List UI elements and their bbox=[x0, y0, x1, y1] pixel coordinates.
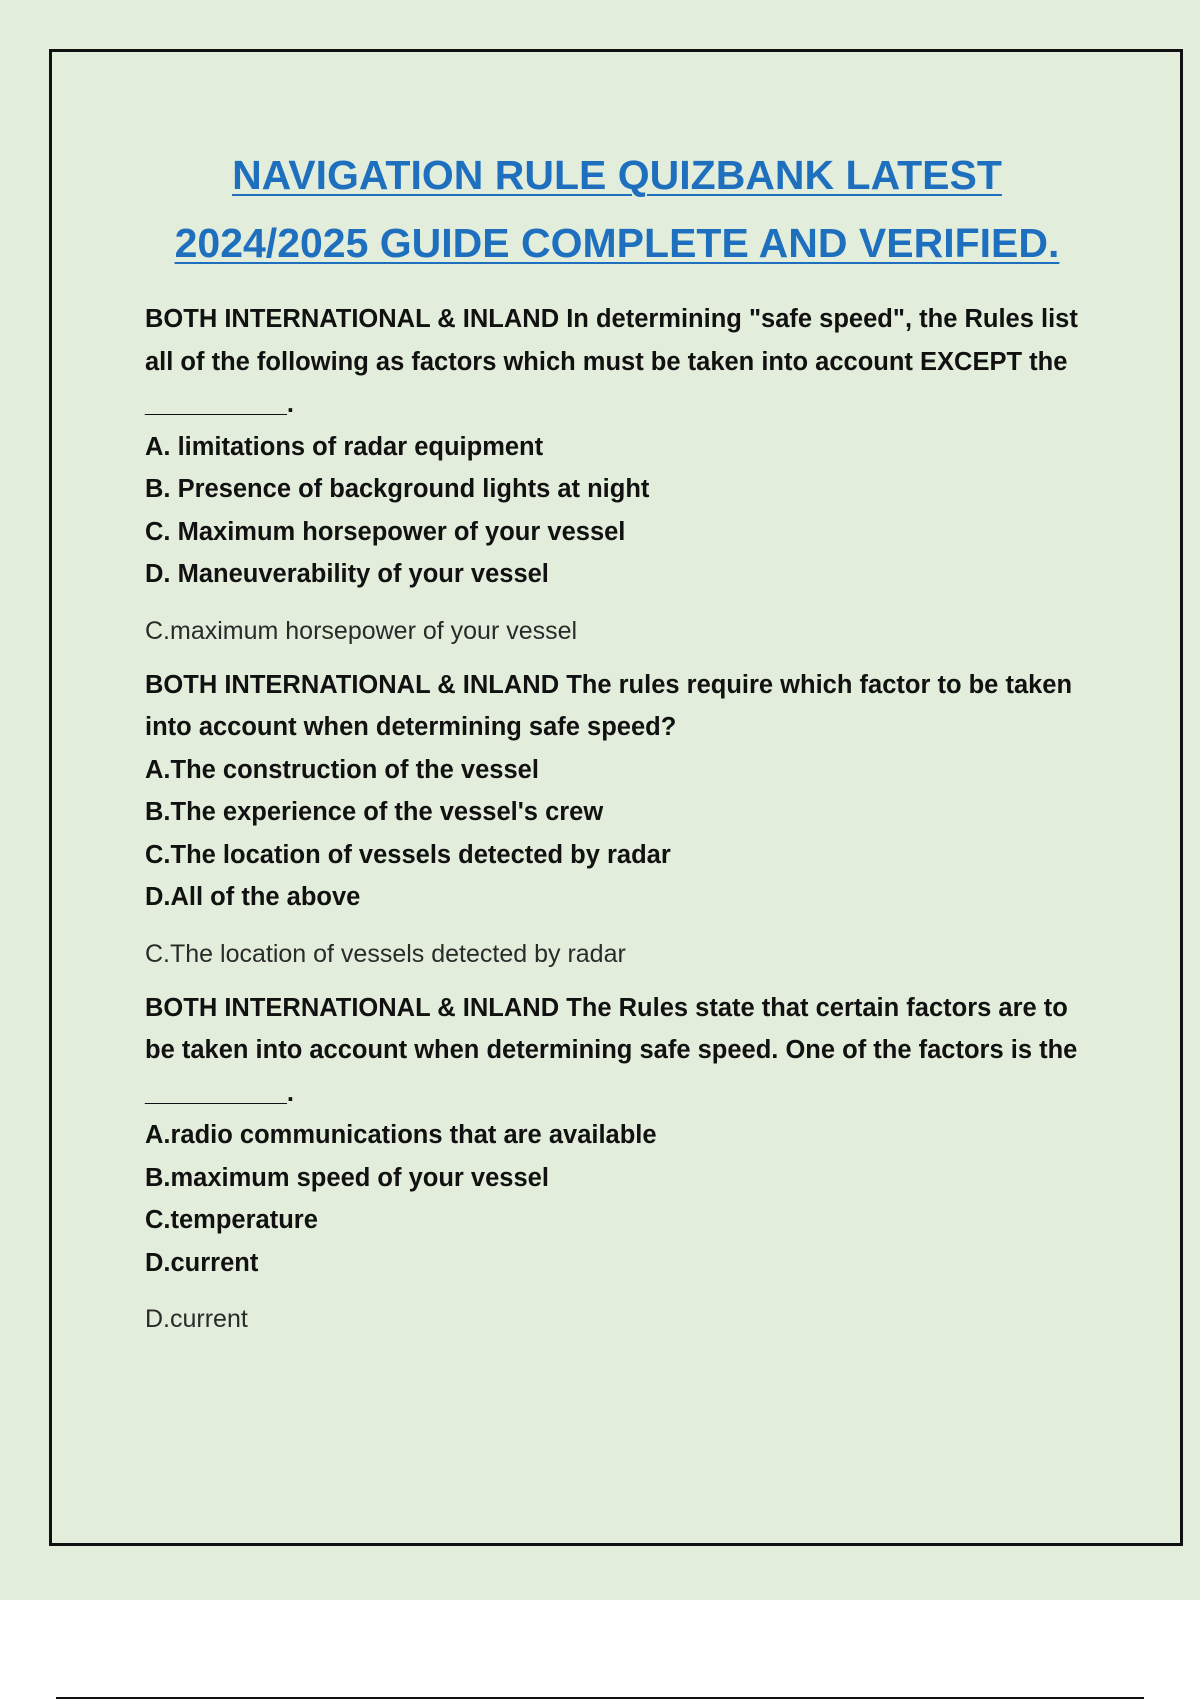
option-a: A. limitations of radar equipment bbox=[145, 432, 544, 461]
question-text: BOTH INTERNATIONAL & INLAND In determining "safe speed", the Rules list all of the following as factors which must be taken into account EXCEPT the __________. bbox=[145, 305, 1078, 418]
option-b: B.The experience of the vessel's crew bbox=[145, 798, 604, 826]
answer-text: C.The location of vessels detected by radar bbox=[145, 939, 626, 968]
question-text: BOTH INTERNATIONAL & INLAND The Rules state that certain factors are to be taken into account when determining safe speed. One of the factors is the __________. bbox=[145, 993, 1078, 1107]
question-block-2 bbox=[145, 664, 1085, 975]
option-d: D. Maneuverability of your vessel bbox=[145, 560, 549, 588]
footer-rule bbox=[56, 1697, 1144, 1699]
option-b: B.maximum speed of your vessel bbox=[145, 1163, 549, 1192]
option-d: D.All of the above bbox=[145, 883, 361, 911]
option-a: A.The construction of the vessel bbox=[145, 755, 539, 784]
document-title-line-1 bbox=[100, 150, 1134, 200]
option-a: A.radio communications that are available bbox=[145, 1121, 657, 1149]
document-title-line-2 bbox=[100, 218, 1134, 268]
option-d: D.current bbox=[145, 1248, 259, 1277]
answer-text: D.current bbox=[145, 1305, 248, 1333]
option-c: C. Maximum horsepower of your vessel bbox=[145, 517, 626, 546]
question-block-1 bbox=[145, 298, 1085, 652]
option-b: B. Presence of background lights at night bbox=[145, 475, 650, 503]
question-block-3 bbox=[145, 987, 1085, 1341]
title-text-2: 2024/2025 GUIDE COMPLETE AND VERIFIED. bbox=[174, 220, 1060, 266]
answer-text: C.maximum horsepower of your vessel bbox=[145, 616, 578, 645]
quiz-content bbox=[145, 298, 1085, 1352]
option-c: C.temperature bbox=[145, 1206, 318, 1234]
question-text: BOTH INTERNATIONAL & INLAND The rules require which factor to be taken into account when determining safe speed? bbox=[145, 670, 1073, 741]
title-text-1: NAVIGATION RULE QUIZBANK LATEST bbox=[232, 152, 1002, 198]
option-c: C.The location of vessels detected by radar bbox=[145, 840, 671, 869]
